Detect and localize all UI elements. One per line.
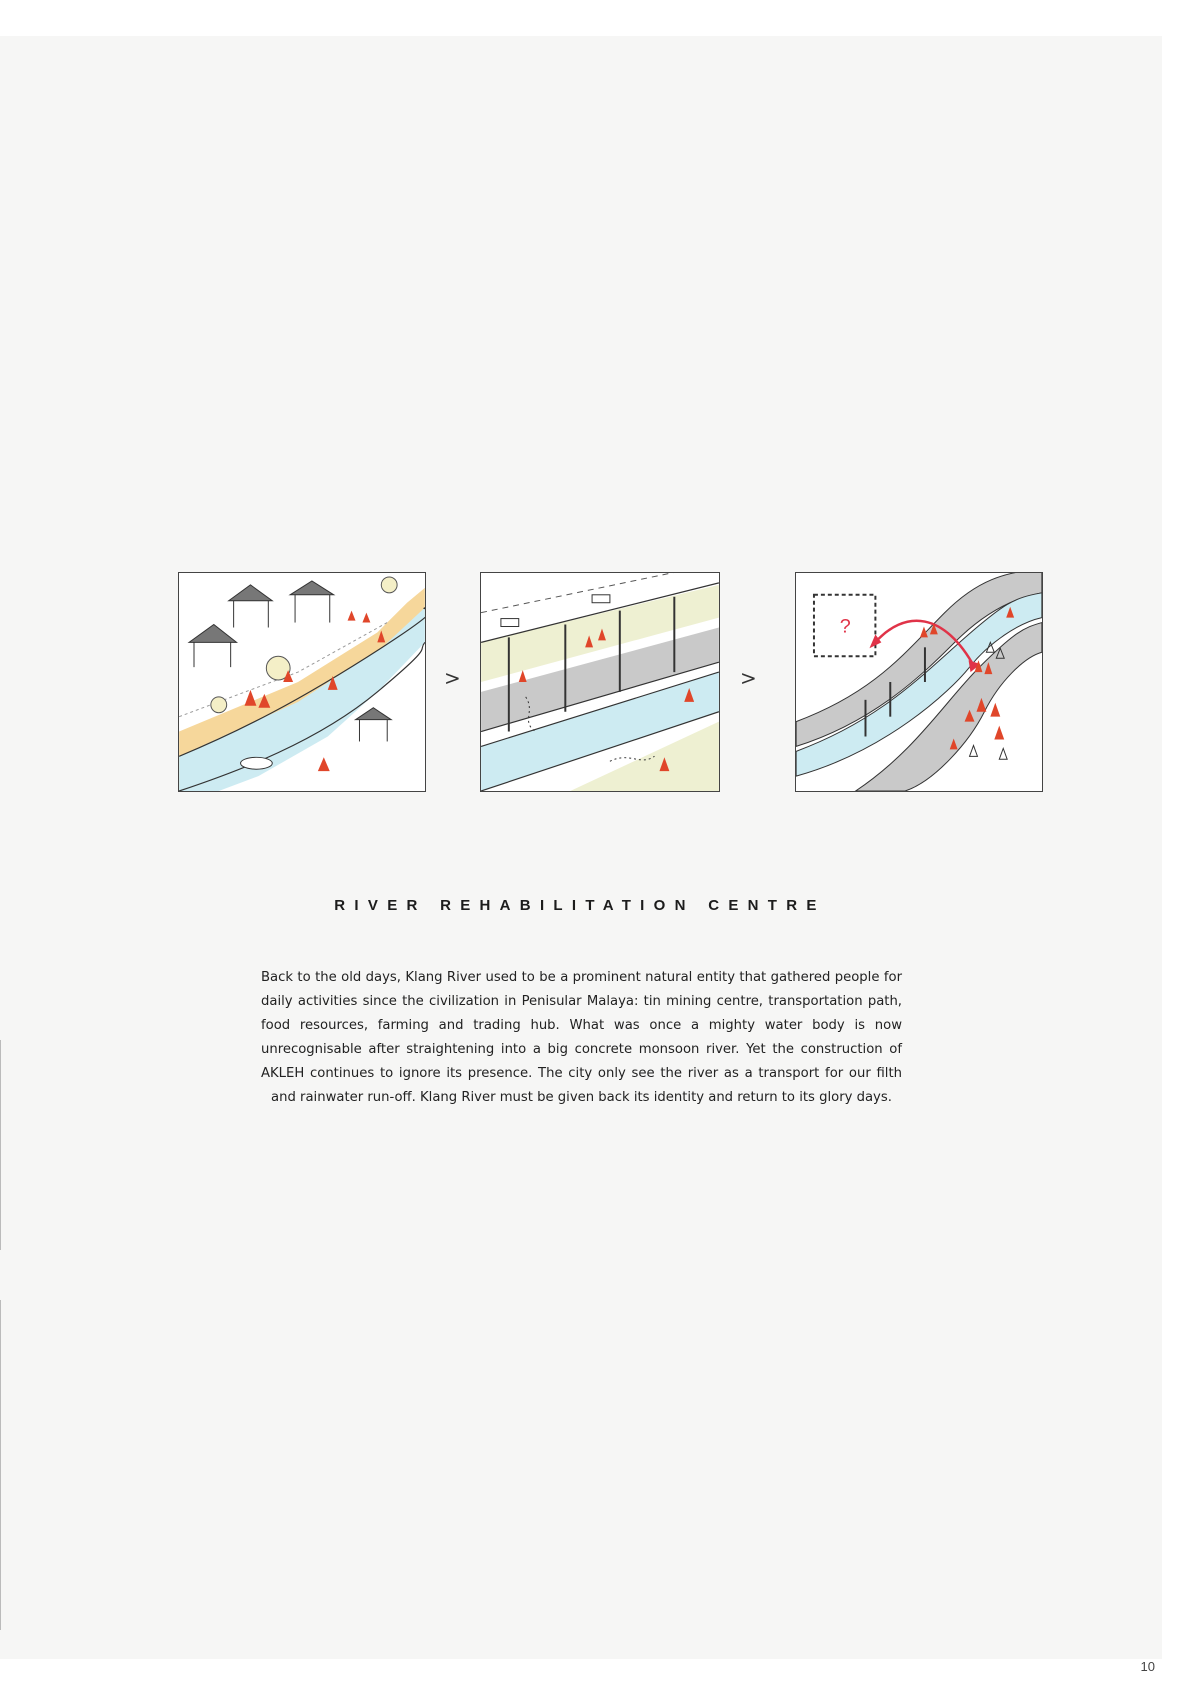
body-paragraph: Back to the old days, Klang River used to be a prominent natural entity that gathered people for daily activities since the civilization in Penisular Malaya: tin mining centre, transportation path, food resources, farming and trading hub. What was once a mighty water body is now unrecognisable after straightening into a big concrete monsoon river. Yet the construction of AKLEH continues to ignore its presence. The city only see the river as a transport for our filth and rainwater run-off. Klang River must be given back its identity and return to its glory days.	[261, 970, 902, 1105]
page-number: 10	[1140, 1659, 1155, 1674]
car-icon	[501, 619, 519, 627]
stilt-house-icon	[189, 625, 237, 668]
tree-icon	[381, 577, 397, 593]
stilt-house-icon	[290, 581, 334, 623]
question-mark: ?	[839, 615, 851, 638]
sketch-rehabilitation-proposal	[795, 572, 1043, 792]
sketch-past-river-village	[178, 572, 426, 792]
car-icon	[592, 595, 610, 603]
page-sheet	[0, 36, 1162, 1659]
stilt-house-icon	[356, 708, 392, 742]
sequence-arrow: >	[444, 666, 461, 690]
boat-icon	[241, 757, 273, 769]
sketch-concrete-river-highway	[480, 572, 720, 792]
sequence-arrow: >	[740, 666, 757, 690]
section-title: RIVER REHABILITATION CENTRE	[334, 897, 826, 914]
edge-mark	[0, 1040, 1, 1250]
tree-icon	[211, 697, 227, 713]
stilt-house-icon	[229, 585, 273, 628]
edge-mark	[0, 1300, 1, 1630]
